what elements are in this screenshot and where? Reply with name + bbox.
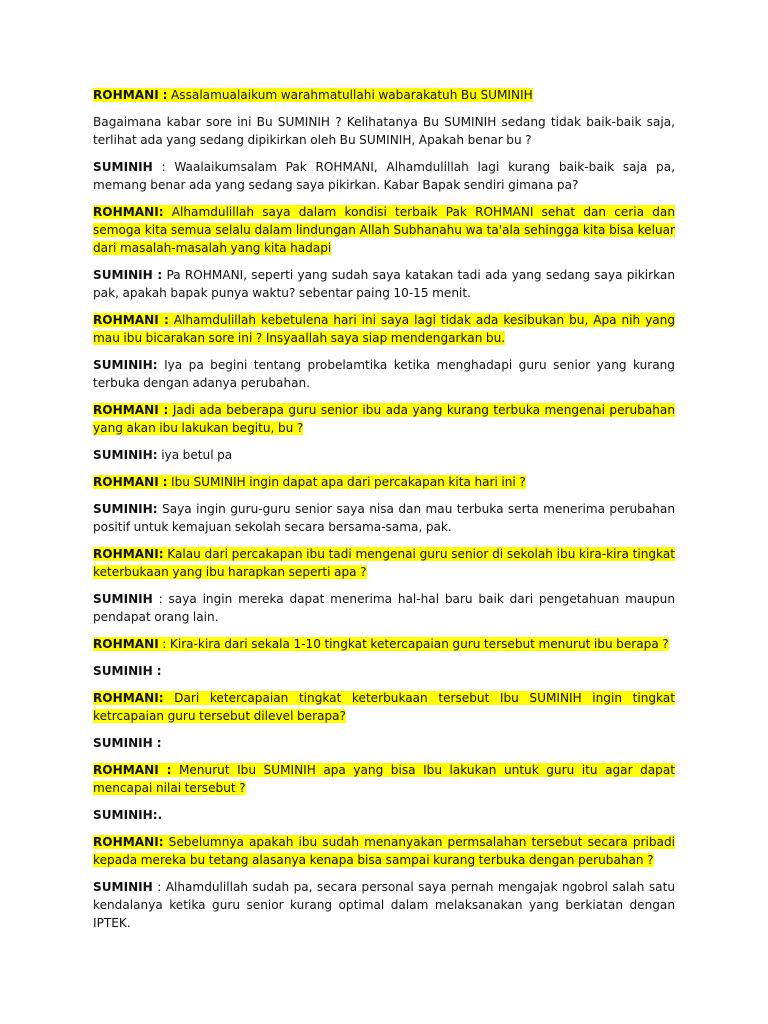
- dialogue-paragraph-suminih: [93, 806, 675, 824]
- speaker-label: ROHMANI :: [93, 88, 168, 102]
- speaker-label: ROHMANI :: [93, 313, 169, 327]
- dialogue-text: Alhamdulillah kebetulena hari ini saya lagi tidak ada kesibukan bu, Apa nih yang mau ibu bicarakan sore ini ? Insyaallah saya siap mendengarkan bu.: [93, 313, 675, 345]
- dialogue-text: : Waalaikumsalam Pak ROHMANI, Alhamdulillah lagi kurang baik-baik saja pa, memang benar ada yang sedang saya pikirkan. Kabar Bapak sendiri gimana pa?: [93, 160, 675, 192]
- speaker-label: ROHMANI:: [93, 547, 164, 561]
- speaker-label: ROHMANI:: [93, 691, 164, 705]
- speaker-label: SUMINIH :: [93, 664, 162, 678]
- dialogue-text: Saya ingin guru-guru senior saya nisa dan mau terbuka serta menerima perubahan positif untuk kemajuan sekolah secara bersama-sama, pak.: [93, 502, 675, 534]
- dialogue-paragraph-rohmani: [93, 689, 675, 725]
- speaker-label: ROHMANI:: [93, 835, 164, 849]
- dialogue-paragraph-suminih: [93, 878, 675, 932]
- dialogue-paragraph-suminih: [93, 356, 675, 392]
- speaker-label: SUMINIH:: [93, 448, 158, 462]
- dialogue-text: Sebelumnya apakah ibu sudah menanyakan permsalahan tersebut secara pribadi kepada mereka bu tetang alasanya kenapa bisa sampai kurang terbuka dengan perubahan ?: [93, 835, 675, 867]
- dialogue-paragraph-rohmani: [93, 635, 675, 653]
- speaker-label: SUMINIH: [93, 160, 153, 174]
- dialogue-text: Dari ketercapaian tingkat keterbukaan tersebut Ibu SUMINIH ingin tingkat ketrcapaian guru tersebut dilevel berapa?: [93, 691, 675, 723]
- dialogue-text: Pa ROHMANI, seperti yang sudah saya katakan tadi ada yang sedang saya pikirkan pak, apakah bapak punya waktu? sebentar paing 10-15 menit.: [93, 268, 675, 300]
- dialogue-text: Kalau dari percakapan ibu tadi mengenai guru senior di sekolah ibu kira-kira tingkat keterbukaan yang ibu harapkan seperti apa ?: [93, 547, 675, 579]
- dialogue-text: Jadi ada beberapa guru senior ibu ada yang kurang terbuka mengenai perubahan yang akan ibu lakukan begitu, bu ?: [93, 403, 675, 435]
- dialogue-paragraph-rohmani: [93, 203, 675, 257]
- dialogue-paragraph-suminih: [93, 446, 675, 464]
- dialogue-text: Assalamualaikum warahmatullahi wabarakatuh Bu SUMINIH: [167, 88, 533, 102]
- dialogue-paragraph-rohmani: [93, 761, 675, 797]
- dialogue-paragraph-rohmani: [93, 311, 675, 347]
- dialogue-text: Ibu SUMINIH ingin dapat apa dari percakapan kita hari ini ?: [167, 475, 526, 489]
- dialogue-paragraph-suminih: [93, 266, 675, 302]
- dialogue-text: iya betul pa: [157, 448, 233, 462]
- dialogue-paragraph-rohmani: [93, 833, 675, 869]
- speaker-label: ROHMANI :: [93, 763, 172, 777]
- dialogue-text: : saya ingin mereka dapat menerima hal-hal baru baik dari pengetahuan maupun pendapat orang lain.: [93, 592, 675, 624]
- dialogue-text: Bagaimana kabar sore ini Bu SUMINIH ? Kelihatanya Bu SUMINIH sedang tidak baik-baik saja, terlihat ada yang sedang dipikirkan oleh Bu SUMINIH, Apakah benar bu ?: [93, 115, 675, 147]
- speaker-label: SUMINIH: [93, 880, 153, 894]
- dialogue-paragraph-rohmani: [93, 401, 675, 437]
- dialogue-text: : Kira-kira dari sekala 1-10 tingkat ketercapaian guru tersebut menurut ibu berapa ?: [158, 637, 669, 651]
- speaker-label: ROHMANI:: [93, 205, 164, 219]
- speaker-label: SUMINIH:.: [93, 808, 163, 822]
- dialogue-text: : Alhamdulillah sudah pa, secara personal saya pernah mengajak ngobrol salah satu kendalanya ketika guru senior kurang optimal dalam melaksanakan yang berkiatan dengan IPTEK.: [93, 880, 675, 930]
- dialogue-text: Alhamdulillah saya dalam kondisi terbaik Pak ROHMANI sehat dan ceria dan semoga kita semua selalu dalam lindungan Allah Subhanahu wa ta'ala sehingga kita bisa keluar dari masalah-masalah yang kita hadapi: [93, 205, 675, 255]
- speaker-label: SUMINIH:: [93, 358, 158, 372]
- speaker-label: ROHMANI: [93, 637, 159, 651]
- dialogue-text: Menurut Ibu SUMINIH apa yang bisa Ibu lakukan untuk guru itu agar dapat mencapai nilai tersebut ?: [93, 763, 675, 795]
- dialogue-paragraph: [93, 113, 675, 149]
- speaker-label: SUMINIH :: [93, 736, 162, 750]
- dialogue-paragraph-rohmani: [93, 86, 675, 104]
- speaker-label: ROHMANI :: [93, 403, 169, 417]
- dialogue-text: Iya pa begini tentang probelamtika ketika menghadapi guru senior yang kurang terbuka dengan adanya perubahan.: [93, 358, 675, 390]
- speaker-label: SUMINIH: [93, 592, 153, 606]
- document-body: [93, 86, 675, 941]
- speaker-label: SUMINIH :: [93, 268, 163, 282]
- dialogue-paragraph-rohmani: [93, 545, 675, 581]
- dialogue-paragraph-suminih: [93, 734, 675, 752]
- dialogue-paragraph-suminih: [93, 500, 675, 536]
- dialogue-paragraph-suminih: [93, 158, 675, 194]
- speaker-label: ROHMANI :: [93, 475, 168, 489]
- dialogue-paragraph-rohmani: [93, 473, 675, 491]
- dialogue-paragraph-suminih: [93, 590, 675, 626]
- speaker-label: SUMINIH:: [93, 502, 158, 516]
- dialogue-paragraph-suminih: [93, 662, 675, 680]
